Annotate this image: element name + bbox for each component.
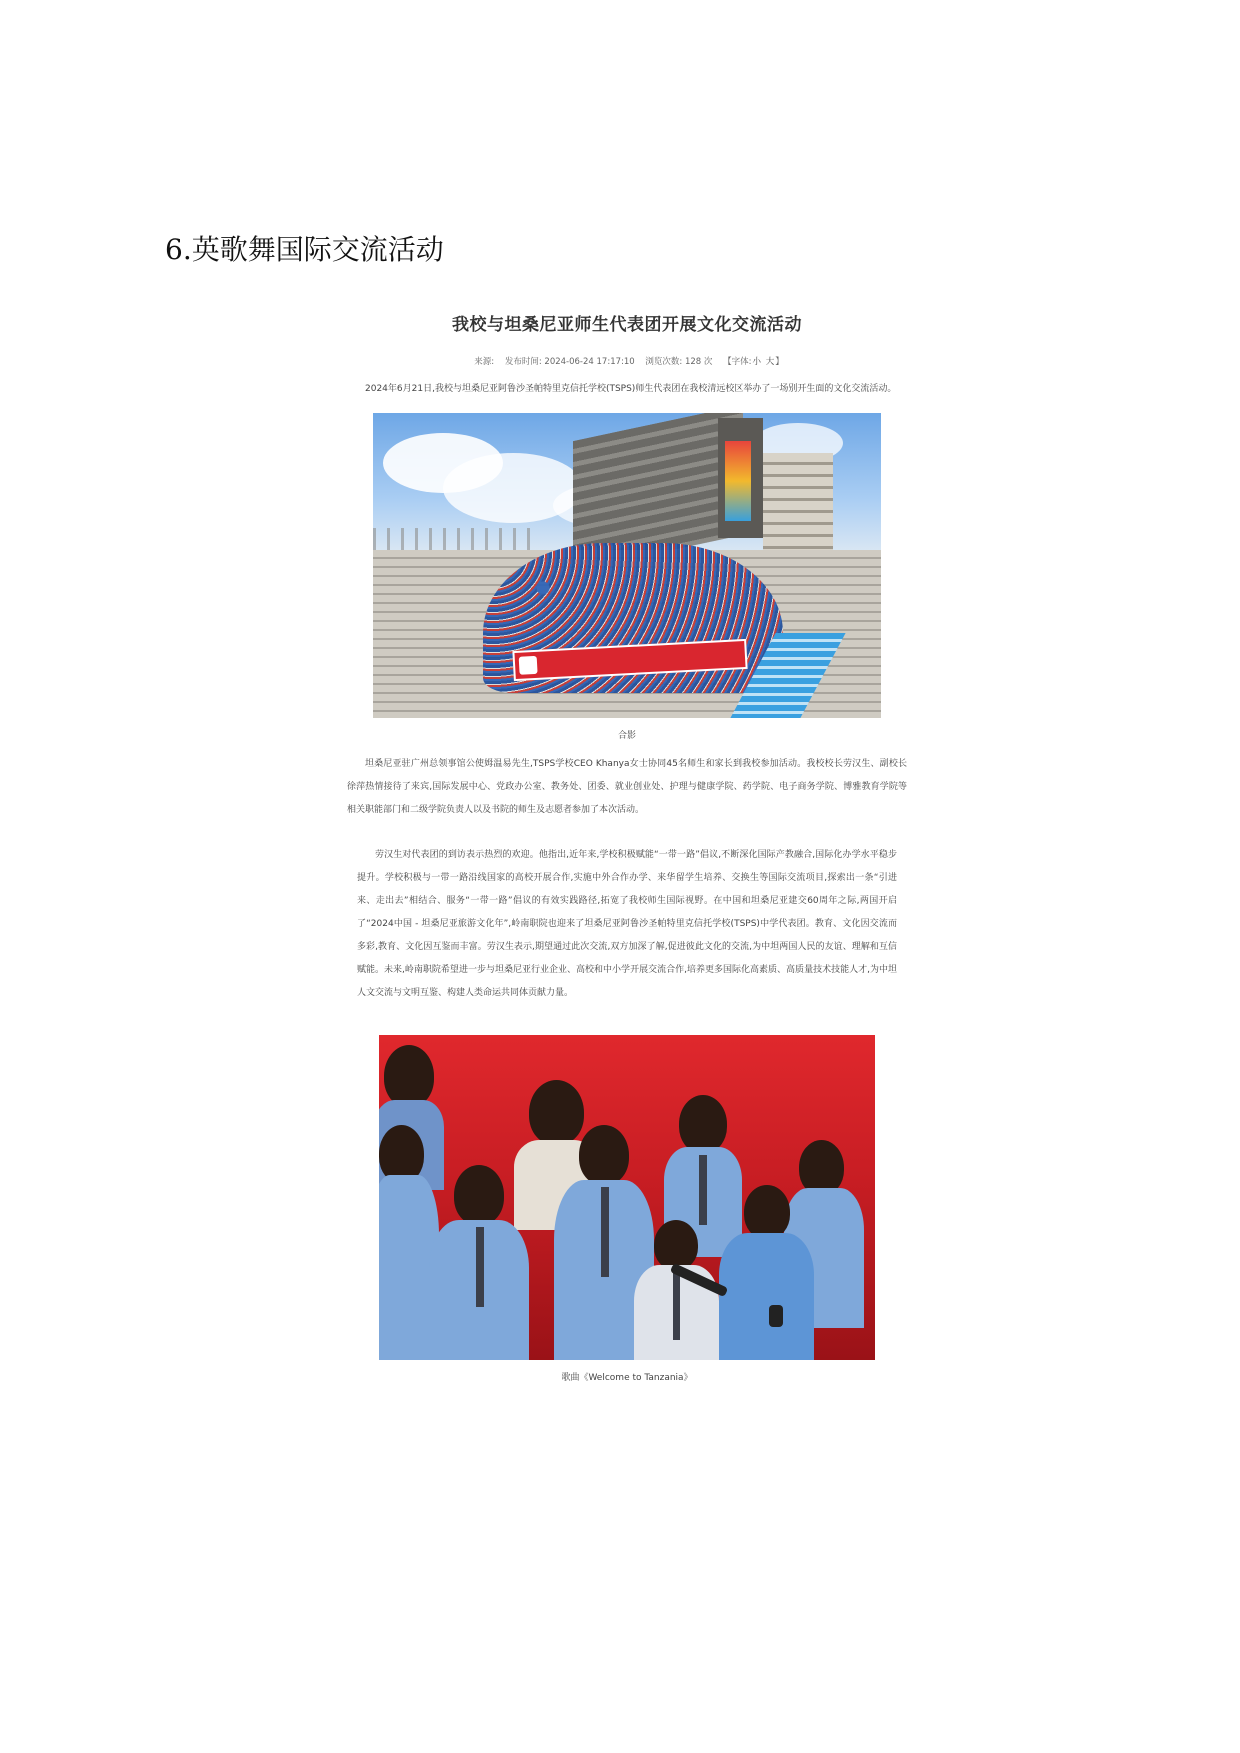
section-heading: 6.英歌舞国际交流活动	[165, 233, 444, 266]
font-size-suffix: 】	[775, 357, 784, 367]
paragraph-intro: 2024年6月21日,我校与坦桑尼亚阿鲁沙圣帕特里克信托学校(TSPS)师生代表团在我校清远校区举办了一场别开生面的文化交流活动。	[365, 384, 897, 394]
font-large-button[interactable]: 大	[765, 357, 775, 367]
font-small-button[interactable]: 小	[752, 357, 761, 367]
group-photo	[373, 413, 881, 718]
meta-published: 发布时间: 2024-06-24 17:17:10	[504, 357, 635, 367]
article	[347, 310, 907, 1383]
article-meta	[347, 355, 907, 367]
meta-views: 浏览次数: 128 次	[645, 357, 713, 367]
meta-source: 来源:	[474, 357, 495, 367]
photo-caption-choir: 歌曲《Welcome to Tanzania》	[561, 1373, 693, 1383]
photo-caption-group: 合影	[617, 731, 636, 741]
article-title: 我校与坦桑尼亚师生代表团开展文化交流活动	[452, 315, 802, 335]
font-size-control	[723, 357, 784, 367]
choir-photo	[379, 1035, 875, 1360]
font-size-prefix: 【字体:	[723, 357, 752, 367]
paragraph-speech: 劳汉生对代表团的到访表示热烈的欢迎。他指出,近年来,学校积极赋能“一带一路”倡议,不断深化国际产教融合,国际化办学水平稳步提升。学校积极与一带一路沿线国家的高校开展合作,实施中外合作办学、来华留学生培养、交换生等国际交流项目,探索出一条“引进来、走出去”相结合、服务“一带一路”倡议的有效实践路径,拓宽了我校师生国际视野。在中国和坦桑尼亚建交60周年之际,两国开启了“2024中国 - 坦桑尼亚旅游文化年”,岭南职院也迎来了坦桑尼亚阿鲁沙圣帕特里克信托学校(TSPS)中学代表团。教育、文化因交流而多彩,教育、文化因互鉴而丰富。劳汉生表示,期望通过此次交流,双方加深了解,促进彼此文化的交流,为中坦两国人民的友谊、理解和互信赋能。未来,岭南职院希望进一步与坦桑尼亚行业企业、高校和中小学开展交流合作,培养更多国际化高素质、高质量技术技能人才,为中坦人文交流与文明互鉴、构建人类命运共同体贡献力量。	[357, 850, 897, 998]
paragraph-guests: 坦桑尼亚驻广州总领事馆公使姆温易先生,TSPS学校CEO Khanya女士协同45名师生和家长到我校参加活动。我校校长劳汉生、副校长徐萍热情接待了来宾,国际发展中心、党政办公室、教务处、团委、就业创业处、护理与健康学院、药学院、电子商务学院、博雅教育学院等相关职能部门和二级学院负责人以及书院的师生及志愿者参加了本次活动。	[347, 759, 907, 815]
